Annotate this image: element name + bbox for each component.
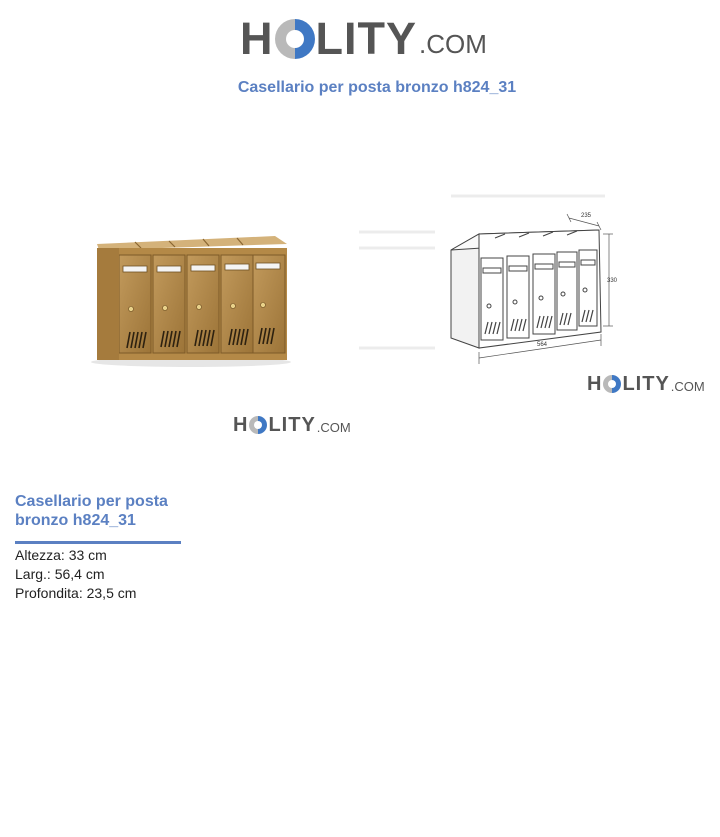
spec-value: 56,4 cm — [54, 566, 105, 582]
depth-label: 235 — [581, 213, 592, 219]
width-label: 564 — [537, 342, 548, 348]
logo-letter-h: H — [240, 13, 274, 64]
divider — [15, 541, 181, 544]
spec-depth — [15, 584, 136, 603]
logo-domain: .COM — [670, 378, 705, 394]
spec-label: Larg.: — [15, 566, 51, 582]
holity-logo-drawing — [587, 371, 705, 397]
holity-logo-photo — [233, 412, 351, 438]
logo-letters: LITY — [622, 372, 670, 395]
spec-value: 23,5 cm — [86, 585, 137, 601]
logo-letters: LITY — [268, 413, 316, 436]
technical-drawing — [355, 188, 625, 418]
product-photo — [85, 228, 297, 373]
logo-o-icon — [275, 19, 315, 59]
height-label: 330 — [607, 278, 618, 284]
logo-letters: LITY — [315, 13, 417, 64]
spec-width — [15, 565, 136, 584]
logo-o-icon — [249, 416, 267, 434]
spec-height — [15, 546, 136, 565]
spec-value: 33 cm — [68, 547, 107, 563]
holity-logo — [240, 12, 487, 66]
logo-o-icon — [603, 375, 621, 393]
spec-label: Profondita: — [15, 585, 83, 601]
logo-domain: .COM — [419, 28, 487, 59]
spec-list — [15, 546, 136, 603]
logo-domain: .COM — [316, 419, 351, 435]
page-title: Casellario per posta bronzo h824_31 — [237, 79, 517, 96]
product-name: Casellario per posta bronzo h824_31 — [15, 493, 168, 529]
spec-label: Altezza: — [15, 547, 65, 563]
logo-letter-h: H — [233, 413, 249, 436]
logo-letter-h: H — [587, 372, 603, 395]
